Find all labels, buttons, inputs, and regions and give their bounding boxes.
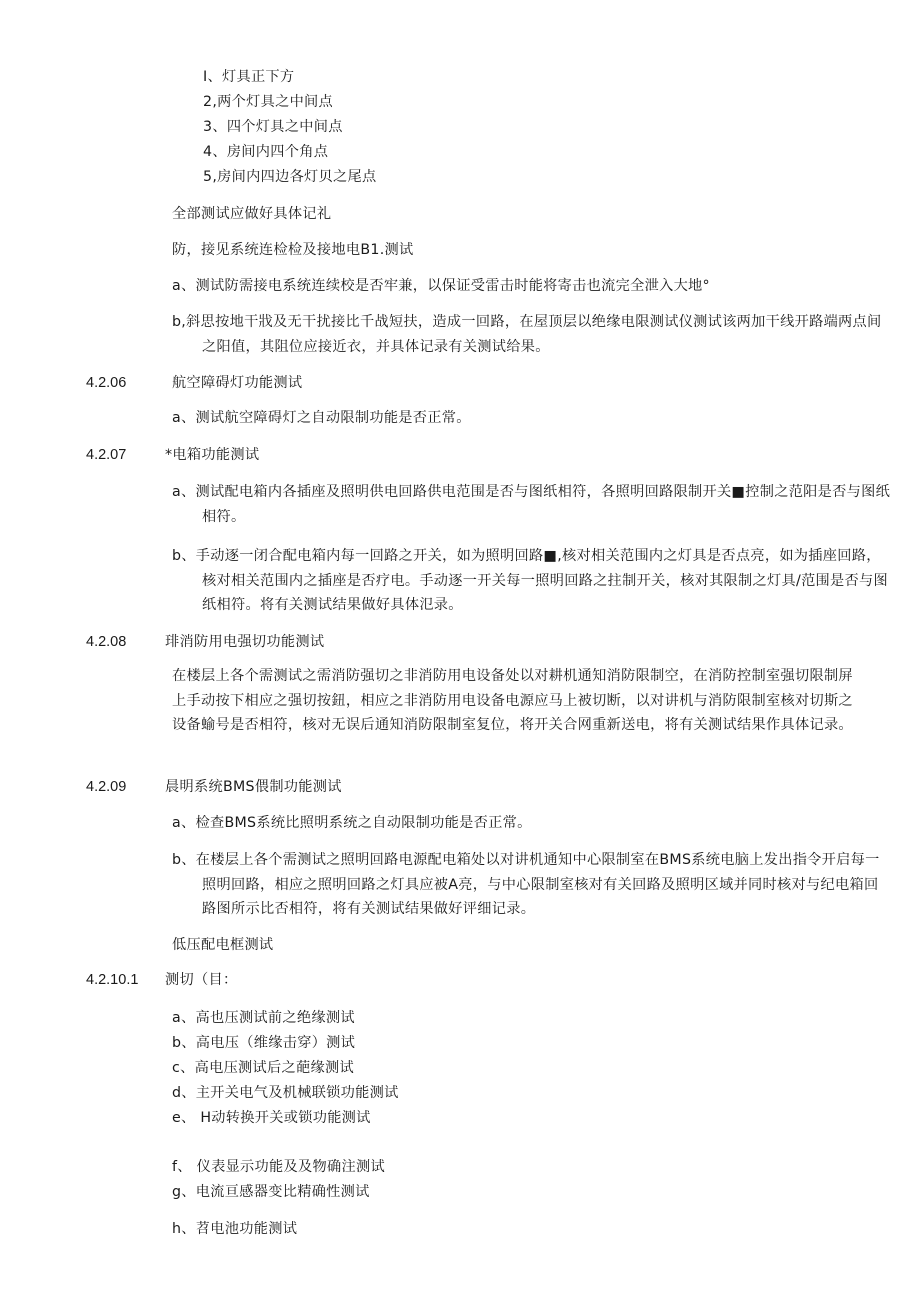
section-body: 在楼层上各个需测试之需消防强切之非消防用电设备处以对耕机通知消防限制空，在消防控制室强切限制屏上手动按下相应之强切按鈕，相应之非消防用电设备电源应马上被切断，以对讲机与消防限制室核对切斯之设备蝓号是否相符，核对无误后通知消防限制室复位，将开关合网重新送电，将有关测试结果作具体记录。 [172, 668, 853, 733]
test-item: g、电流亘感器变比精确性测试 [172, 1184, 370, 1200]
section-item-b: b、手动逐一闭合配电箱内每一回路之开关，如为照明回路■,核对相关范围内之灯具是否点亮，如为插座回路，核对相关范围内之插座是否疗电。手动逐一开关每一照明回路之拄制开关，核对其限制之灯具/范围是否与图纸相符。将有关测试结果做好具体氾录。 [172, 548, 888, 613]
section-item-a: a、测试配电箱内各插座及照明供电回路供电范围是否与图纸相符，各照明回路限制开关■控制之范阳是否与图纸相符。 [172, 484, 891, 525]
list-point: 5,房间内四边各灯贝之尾点 [203, 169, 377, 185]
lightning-item-a: a、测试防需接电系统连续校是否牢兼，以保证受雷击时能将寄击也流完全泄入大地° [172, 278, 710, 294]
section-number: 4.2.09 [86, 779, 127, 795]
section-title: 琲消防用电强切功能测试 [165, 634, 325, 650]
note-record: 全部测试应做好具体记礼 [172, 206, 332, 222]
test-item: b、高电压（维缘击穿）测试 [172, 1035, 356, 1051]
section-item-a: a、测试航空障碍灯之自动限制功能是否正常。 [172, 410, 471, 426]
section-number: 4.2.07 [86, 447, 127, 463]
test-item: e、 H动转换开关或锁功能测试 [172, 1110, 371, 1126]
section-title: 航空障碍灯功能测试 [172, 375, 303, 391]
list-point: I、灯具正下方 [203, 69, 295, 85]
list-point: 3、四个灯具之中间点 [203, 119, 343, 135]
section-number: 4.2.10.1 [86, 972, 139, 988]
list-point: 2,两个灯具之中间点 [203, 94, 334, 110]
section-item-b: b、在楼层上各个需测试之照明回路电源配电箱处以对讲机通知中心限制室在BMS系统电脑上发出指令开启每一照明回路，相应之照明回路之灯具应被A亮，与中心限制室核对有关回路及照明区域并同时核对与纪电箱回路图所示比否相符，将有关测试结果做好评细记录。 [172, 852, 880, 917]
test-item: c、高电压测试后之葩缘测试 [172, 1060, 354, 1076]
section-title: 测切（目： [165, 972, 238, 988]
section-title-lightning: 防，接见系统连检检及接地电B1.测试 [172, 242, 414, 258]
test-item: a、高也压测试前之绝缘测试 [172, 1010, 355, 1026]
section-title: *电箱功能测试 [165, 447, 260, 463]
test-item: f、 仪表显示功能及及物确注测试 [172, 1159, 385, 1175]
section-title-low-voltage: 低压配电框测试 [172, 937, 274, 953]
section-number: 4.2.08 [86, 634, 127, 650]
section-item-a: a、检查BMS系统比照明系统之自动限制功能是否正常。 [172, 815, 532, 831]
test-item: h、苕电池功能测试 [172, 1221, 298, 1237]
test-item: d、主开关电气及机械联锁功能测试 [172, 1085, 399, 1101]
lightning-item-b: b,斜思按地干戕及无干扰接比千战短扶，造成一回路，在屋顶层以绝缘电限测试仪测试该两加干线开路端两点间之阳值，其阻位应接近衣，并具体记录有关测试给果。 [172, 314, 882, 355]
section-title: 晨明系统BMS偎制功能测试 [165, 779, 342, 795]
section-number: 4.2.06 [86, 375, 127, 391]
list-point: 4、房间内四个角点 [203, 144, 329, 160]
